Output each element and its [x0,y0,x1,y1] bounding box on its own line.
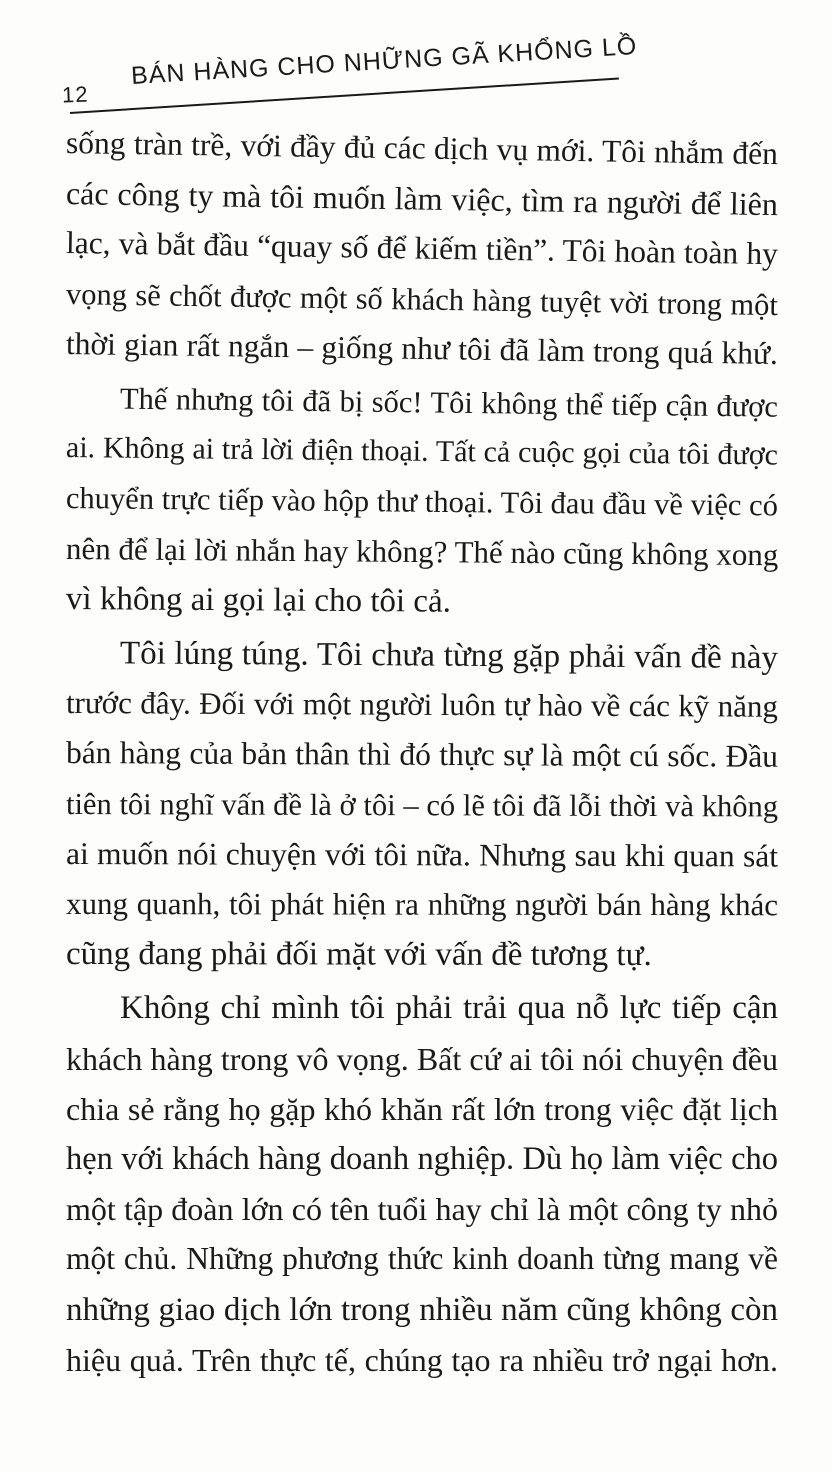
text-line: nên để lại lời nhắn hay không? Thế nào cũng không xong [65,530,779,572]
paragraph [66,118,778,369]
text-line: tiên tôi nghĩ vấn đề là ở tôi – có lẽ tôi đã lỗi thời và không [65,786,779,824]
paragraph [66,983,778,1385]
text-line: sống tràn trề, với đầy đủ các dịch vụ mới. Tôi nhắm đến [65,125,779,172]
body-text [66,118,778,1385]
text-line: ai muốn nói chuyện với tôi nữa. Nhưng sau khi quan sát [65,835,779,874]
text-line: hiệu quả. Trên thực tế, chúng tạo ra nhiều trở ngại hơn. [66,1341,778,1378]
text-line: Thế nhưng tôi đã bị sốc! Tôi không thể tiếp cận được [119,381,779,424]
text-line: vì không ai gọi lại cho tôi cả. [65,580,452,620]
text-line: lạc, và bắt đầu “quay số để kiếm tiền”. Tôi hoàn toàn hy [65,225,779,272]
text-line: vọng sẽ chốt được một số khách hàng tuyệt vời trong một [65,276,779,322]
page-header [61,31,639,120]
text-line: chuyển trực tiếp vào hộp thư thoại. Tôi đau đầu về việc có [65,481,779,523]
paragraph [66,373,778,624]
text-line: Tôi lúng túng. Tôi chưa từng gặp phải vấn đề này [119,635,779,677]
text-line: chia sẻ rằng họ gặp khó khăn rất lớn trong việc đặt lịch [66,1090,778,1127]
text-line: bán hàng của bản thân thì đó thực sự là một cú sốc. Đầu [65,735,779,775]
text-line: một tập đoàn lớn có tên tuổi hay chỉ là một công ty nhỏ [66,1191,778,1228]
text-line: xung quanh, tôi phát hiện ra những người bán hàng khác [65,886,779,923]
text-line: trước đây. Đối với một người luôn tự hào về các kỹ năng [65,685,779,724]
text-line: thời gian rất ngắn – giống như tôi đã làm trong quá khứ. [65,325,779,371]
paragraph [66,628,778,979]
text-line: các công ty mà tôi muốn làm việc, tìm ra người để liên [65,175,779,223]
text-line: cũng đang phải đối mặt với vấn đề tương tự. [65,936,652,974]
text-line: những giao dịch lớn trong nhiều năm cũng không còn [66,1291,778,1328]
text-line: Không chỉ mình tôi phải trải qua nỗ lực tiếp cận [120,990,778,1027]
running-title: BÁN HÀNG CHO NHỮNG GÃ KHỔNG LỒ [130,31,639,91]
text-line: hẹn với khách hàng doanh nghiệp. Dù họ làm việc cho [66,1141,778,1178]
page-number: 12 [61,81,89,108]
text-line: ai. Không ai trả lời điện thoại. Tất cả cuộc gọi của tôi được [65,431,779,472]
text-line: một chủ. Những phương thức kinh doanh từng mang về [66,1241,778,1277]
text-line: khách hàng trong vô vọng. Bất cứ ai tôi nói chuyện đều [66,1040,778,1077]
